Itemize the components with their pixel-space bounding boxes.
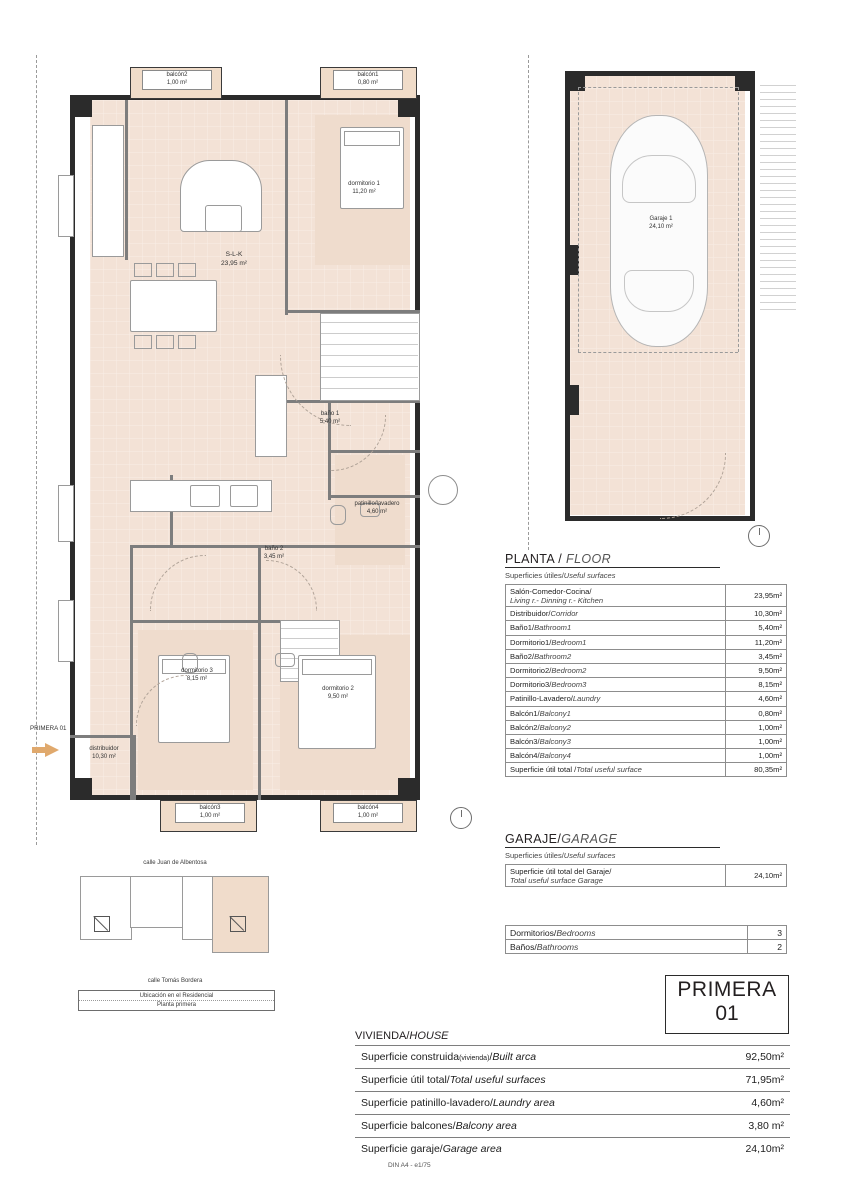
garage-bay-outline-bottom xyxy=(578,352,738,353)
cell-value: 4,60m² xyxy=(668,1092,790,1115)
unit-badge xyxy=(665,975,789,1034)
wall-right xyxy=(415,95,420,800)
cell-label: Salón-Comedor-Cocina/ Living r.- Dinning r.- Kitchen xyxy=(506,585,726,607)
kitchen-island xyxy=(255,375,287,457)
garage-pillar-1 xyxy=(565,71,585,91)
compass-garage-icon xyxy=(748,525,770,547)
room-label-dormitorio1: dormitorio 1 11,20 m² xyxy=(348,181,380,195)
cell-value: 3,45m² xyxy=(726,649,787,663)
cell-label: Superficie construida(vivienda)/Built arca xyxy=(355,1046,668,1069)
cell-value: 5,40m² xyxy=(726,621,787,635)
cell-label: Dormitorios/Bedrooms xyxy=(506,926,748,940)
garage-plan xyxy=(510,55,810,550)
cell-label: Dormitorio2/Bedroom2 xyxy=(506,663,726,677)
street-top-label: calle Juan de Albentosa xyxy=(143,860,207,866)
site-block-c xyxy=(182,876,214,940)
room-label-balcon1: balcón1 0,80 m² xyxy=(333,70,403,90)
table-row xyxy=(355,1046,790,1069)
wall-pillar-3 xyxy=(70,778,92,800)
cell-label: Balcón2/Balcony2 xyxy=(506,720,726,734)
cell-value: 0,80m² xyxy=(726,706,787,720)
room-label-dormitorio2: dormitorio 2 9,50 m² xyxy=(322,686,354,700)
kitchen-hob xyxy=(190,485,220,507)
apartment-plan xyxy=(30,55,490,845)
table-row xyxy=(506,734,787,748)
partition-a xyxy=(285,100,288,315)
car-windshield xyxy=(622,155,696,203)
coffee-table xyxy=(205,205,242,232)
dining-table xyxy=(130,280,217,332)
cell-value: 23,95m² xyxy=(726,585,787,607)
cell-label: Dormitorio1/Bedroom1 xyxy=(506,635,726,649)
cell-label: Superficie balcones/Balcony area xyxy=(355,1115,668,1138)
garage-title-rule xyxy=(505,847,720,848)
entrance-label: PRIMERA 01 xyxy=(30,725,67,732)
window-left-2 xyxy=(58,485,74,542)
cell-label: Superficie útil total /Total useful surface xyxy=(506,763,726,777)
site-block-highlight xyxy=(212,876,269,953)
room-label-bano2: baño 2 3,45 m² xyxy=(263,546,285,560)
table-row xyxy=(506,749,787,763)
table-row xyxy=(506,585,787,607)
cell-label: Baños/Bathrooms xyxy=(506,940,748,954)
garage-plot-left xyxy=(528,55,529,550)
window-left-1 xyxy=(58,175,74,237)
table-row xyxy=(355,1092,790,1115)
unit-badge-line1: PRIMERA xyxy=(677,978,777,1001)
counts-section xyxy=(505,925,787,954)
cell-value: 9,50m² xyxy=(726,663,787,677)
room-label-garaje: Garaje 1 24,10 m² xyxy=(649,216,673,230)
floor-section-title: PLANTA / FLOOR xyxy=(505,552,612,566)
cell-label: Superficie patinillo-lavadero/Laundry area xyxy=(355,1092,668,1115)
garage-section-title: GARAJE/GARAGE xyxy=(505,832,618,846)
table-row xyxy=(506,720,787,734)
summary-table xyxy=(355,1045,790,1160)
garage-bay-outline-right xyxy=(738,87,739,352)
site-location-block xyxy=(60,860,290,1008)
bath-2-sink xyxy=(275,653,295,667)
floor-section-subtitle: Superficies útiles/Useful surfaces xyxy=(505,571,616,580)
room-label-slk: S-L-K 23,95 m² xyxy=(220,251,248,267)
table-row xyxy=(506,635,787,649)
site-caption-box xyxy=(78,990,275,1011)
garage-wall-right xyxy=(750,71,755,521)
table-row xyxy=(355,1138,790,1161)
garage-pillar-4 xyxy=(565,385,579,415)
site-caption-2: Planta primera xyxy=(79,1000,274,1008)
garage-side-hatch xyxy=(760,85,796,315)
garage-bay-outline-top xyxy=(578,87,738,88)
kitchen-counter-left xyxy=(92,125,124,257)
table-row xyxy=(506,926,787,940)
partition-m xyxy=(70,735,136,738)
dining-chair-1 xyxy=(134,263,152,277)
garage-pillar-3 xyxy=(565,245,579,275)
table-row xyxy=(506,940,787,954)
cell-value: 4,60m² xyxy=(726,692,787,706)
bed-bedroom2-pillow xyxy=(302,659,372,675)
cell-value: 3,80 m² xyxy=(668,1115,790,1138)
cell-value: 11,20m² xyxy=(726,635,787,649)
partition-e xyxy=(328,495,420,498)
summary-section xyxy=(355,1030,790,1160)
site-block-b xyxy=(130,876,184,928)
room-label-balcon4: balcón4 1,00 m² xyxy=(333,803,403,823)
partition-o xyxy=(125,100,128,260)
car-rear-window xyxy=(624,270,694,312)
cell-label: Distribuidor/Corridor xyxy=(506,607,726,621)
cell-label: Superficie útil total del Garaje/ Total useful surface Garage xyxy=(506,865,726,887)
entrance-arrow-icon xyxy=(45,743,59,757)
entrance-arrow-tail xyxy=(32,747,46,753)
dining-chair-4 xyxy=(134,335,152,349)
cell-label: Superficie garaje/Garage area xyxy=(355,1138,668,1161)
table-row xyxy=(506,692,787,706)
counts-table xyxy=(505,925,787,954)
dining-chair-2 xyxy=(156,263,174,277)
dining-chair-3 xyxy=(178,263,196,277)
street-bottom-label: calle Tomás Bordera xyxy=(147,978,203,984)
table-row xyxy=(506,706,787,720)
wall-pillar-4 xyxy=(398,778,420,800)
cell-label: Balcón1/Balcony1 xyxy=(506,706,726,720)
table-row xyxy=(355,1069,790,1092)
cell-value: 1,00m² xyxy=(726,749,787,763)
cell-label: Superficie útil total/Total useful surfaces xyxy=(355,1069,668,1092)
garage-wall-top xyxy=(565,71,755,76)
bed-bedroom1-pillow xyxy=(344,131,400,146)
garage-section xyxy=(505,832,787,887)
garage-bay-outline-left xyxy=(578,87,579,352)
room-label-dormitorio3: dormitorio 3 8,15 m² xyxy=(181,668,213,682)
partition-j xyxy=(133,620,259,623)
wall-pillar-1 xyxy=(70,95,92,117)
site-diagram xyxy=(80,876,270,961)
garage-surfaces-table xyxy=(505,864,787,887)
cell-label: Balcón4/Balcony4 xyxy=(506,749,726,763)
summary-heading: VIVIENDA/HOUSE xyxy=(355,1030,449,1042)
room-label-patinillo: patinillo/lavadero 4,60 m² xyxy=(354,501,400,515)
washer-circle xyxy=(428,475,458,505)
room-label-balcon2: balcón2 1,00 m² xyxy=(142,70,212,90)
table-row xyxy=(506,649,787,663)
compass-plan-icon xyxy=(450,807,472,829)
floor-section xyxy=(505,552,787,777)
unit-badge-line2: 01 xyxy=(715,1002,739,1025)
cell-label: Baño2/Bathroom2 xyxy=(506,649,726,663)
cell-label: Patinillo-Lavadero/Laundry xyxy=(506,692,726,706)
cell-value: 2 xyxy=(748,940,787,954)
table-row xyxy=(506,678,787,692)
floor-surfaces-table xyxy=(505,584,787,777)
table-row xyxy=(506,763,787,777)
kitchen-sink xyxy=(230,485,258,507)
garage-wall-left xyxy=(565,71,570,521)
cell-value: 3 xyxy=(748,926,787,940)
table-row xyxy=(506,663,787,677)
cell-value: 10,30m² xyxy=(726,607,787,621)
partition-i xyxy=(258,548,261,800)
cell-label: Baño1/Bathroom1 xyxy=(506,621,726,635)
table-row xyxy=(506,865,787,887)
cell-value: 92,50m² xyxy=(668,1046,790,1069)
cell-value: 24,10m² xyxy=(668,1138,790,1161)
dining-chair-6 xyxy=(178,335,196,349)
table-row xyxy=(355,1115,790,1138)
garage-section-subtitle: Superficies útiles/Useful surfaces xyxy=(505,851,616,860)
room-label-distribuidor: distribuidor 10,30 m² xyxy=(89,746,119,760)
table-row xyxy=(506,607,787,621)
floor-title-rule xyxy=(505,567,720,568)
cell-label: Dormitorio3/Bedroom3 xyxy=(506,678,726,692)
window-left-3 xyxy=(58,600,74,662)
sheet-footer-note: DIN A4 - e1/75 xyxy=(388,1162,431,1169)
room-label-bano1: baño 1 5,40 m² xyxy=(319,411,341,425)
site-caption-1: Ubicación en el Residencial xyxy=(139,993,214,999)
cell-value: 71,95m² xyxy=(668,1069,790,1092)
room-label-balcon3: balcón3 1,00 m² xyxy=(175,803,245,823)
table-row xyxy=(506,621,787,635)
cell-value: 1,00m² xyxy=(726,734,787,748)
cell-label: Balcón3/Balcony3 xyxy=(506,734,726,748)
cell-value: 1,00m² xyxy=(726,720,787,734)
cell-value: 8,15m² xyxy=(726,678,787,692)
cell-value: 80,35m² xyxy=(726,763,787,777)
cell-value: 24,10m² xyxy=(726,865,787,887)
dining-chair-5 xyxy=(156,335,174,349)
